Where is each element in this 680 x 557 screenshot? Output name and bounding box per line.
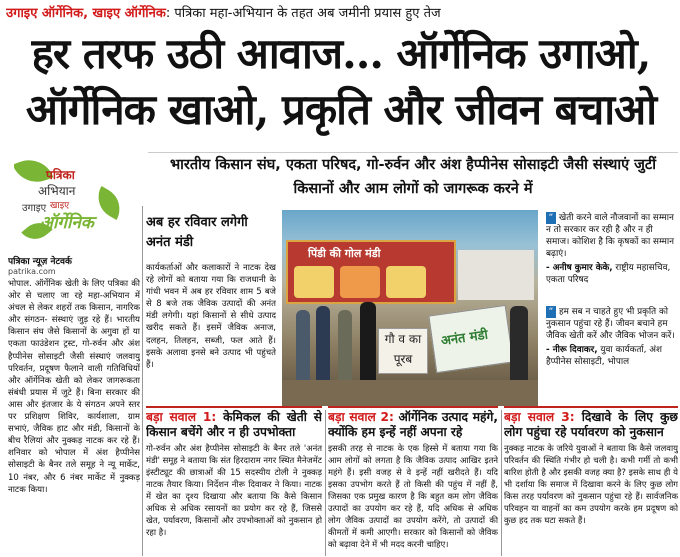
logo-text: पत्रिका bbox=[46, 168, 75, 182]
person bbox=[296, 310, 310, 380]
bq-title: ऑर्गेनिक उत्पाद महंगे, क्योंकि हम इन्हें नहीं अपना रहे bbox=[328, 410, 498, 439]
deck-subheadline: भारतीय किसान संघ, एकता परिषद, गो-रुर्वन और अंश हैप्पीनेस सोसाइटी जैसी संस्थाएं जुटीं किसानों और आम लोगों को जागरूक करने में bbox=[148, 152, 678, 202]
article-body-mid: कार्यकर्ताओं और कलाकारों ने नाटक देख रहे लोगों को बताया गया कि राजधानी के गांधी भवन में अब हर रविवार शाम 5 बजे से 8 बजे तक जैविक उत्पादों की अनंत मंडी लगेगी। यहां किसानों से सीधे उत्पाद खरीद सकते हैं। इसमें जैविक अनाज, दलहन, तिलहन, सब्जी, फल आते हैं। इसके अलावा इनसे बने उत्पाद भी पहुंचते हैं। bbox=[146, 263, 276, 370]
bq-title: दिखावे के लिए कुछ लोग पहुंचा रहे पर्यावरण को नुकसान bbox=[504, 410, 678, 439]
quote-text: हम सब न चाहते हुए भी प्रकृति को नुकसान पहुंचा रहे हैं। जीवन बचाने हम जैविक खेती करें और जैविक भोजन करें। bbox=[546, 307, 675, 341]
big-question-1 bbox=[146, 406, 322, 556]
campaign-banner bbox=[428, 305, 513, 373]
big-question-2 bbox=[328, 406, 498, 556]
logo-text: ऑर्गेनिक bbox=[40, 213, 94, 233]
big-question-3 bbox=[504, 406, 678, 556]
bq-label: बड़ा सवाल 3: bbox=[504, 410, 575, 424]
bq-text: गो-रुर्वन और अंश हैप्पीनेस सोसाइटी के बैनर तले 'अनंत मंडी' समूह ने बताया कि संत हिरदाराम नगर स्थित मैनेजमेंट इंस्टीट्यूट की छात्राओं की 15 सदस्यीय टोली ने नुक्कड़ नाटक तैयार किया। निर्देशन नीरू दिवाकर ने किया। नाटक में खेत का दृश्य दिखाया और बताया कि कैसे किसान अधिक से अधिक रसायनों का प्रयोग कर रहे हैं, जिससे खेत, पर्यावरण, किसानों और उपभोक्ताओं को नुकसान हो रहा है। bbox=[146, 443, 322, 537]
bq-label: बड़ा सवाल 2: bbox=[328, 410, 394, 424]
quote-icon: “ bbox=[546, 306, 556, 318]
bq-label: बड़ा सवाल 1: bbox=[146, 410, 217, 424]
news-photo bbox=[282, 210, 538, 406]
protest-placard: गौ व का पूरब bbox=[378, 328, 428, 374]
byline-block bbox=[8, 254, 140, 276]
bq-title: केमिकल की खेती से किसान बचेंगे और न ही उपभोक्ता bbox=[146, 410, 322, 439]
campaign-logo bbox=[14, 152, 132, 248]
site-url: patrika.com bbox=[8, 267, 56, 276]
bq-text: नुक्कड़ नाटक के जरिये युवाओं ने बताया कि कैसे जलवायु परिवर्तन की स्थिति गंभीर हो चली है। कभी गर्मी तो कभी बारिश होती है और इसकी वजह क्या है? इसके साथ ही ये भी दर्शाया कि समाज में दिखावा करने के लिए कुछ लोग किस तरह पर्यावरण को नुकसान पहुंचा रहे हैं। सार्वजनिक परिवहन या वाहनों का कम उपयोग करके हम प्रदूषण को कुछ हद तक घटा सकते हैं। bbox=[504, 443, 678, 525]
logo-text: उगाइए bbox=[22, 203, 47, 214]
person bbox=[360, 302, 376, 380]
leaf-icon bbox=[91, 186, 128, 220]
quote-name: - अनीष कुमार केके, bbox=[546, 263, 613, 273]
headline: हर तरफ उठी आवाज... ऑर्गेनिक उगाओ, ऑर्गेनिक खाओ, प्रकृति और जीवन बचाओ bbox=[25, 29, 657, 134]
banner-text: अनंत मंडी bbox=[440, 327, 489, 350]
logo-text: अभियान bbox=[38, 184, 76, 198]
person bbox=[338, 310, 352, 380]
shop-front bbox=[286, 240, 456, 304]
quote-text: खेती करने वाले नौजवानों का सम्मान न तो सरकार कर रही है और न ही समाज। कोशिश है कि कृषकों का सम्मान बढ़ाएं। bbox=[546, 213, 675, 259]
article-body-left: भोपाल. ऑर्गेनिक खेती के लिए पत्रिका की ओर से चलाए जा रहे महा-अभियान में अंचल से लेकर शहरों तक किसान, नागरिक और संगठन- संस्थाएं जुड़ रहे हैं। भारतीय किसान संघ जैसे किसानों के अगुवा हों या एकता फाउंडेशन ट्रस्ट, गो-रुर्वन और अंश हैप्पीनेस सोसाइटी जैसी संस्थाएं जलवायु परिवर्तन, प्रदूषण फैलाने वाली गतिविधियों और ऑर्गेनिक खेती को लेकर जागरूकता संबंधी प्रयास में जुटे हैं। बिना सरकार की आस और इंतजार के ये संगठन अपने स्तर पर प्रशिक्षण शिविर, कार्यशाला, ग्राम सभाएं, जैविक हाट और मंडी, किसानों के बीच रैलियां और नुक्कड़ नाटक कर रहे हैं। शनिवार को भोपाल में अंश हैप्पीनेस सोसाइटी के बैनर तले समूह ने न्यू मार्केट, 10 नंबर, और 6 नंबर मार्केट में नुक्कड़ नाटक किया। bbox=[8, 279, 140, 495]
byline: पत्रिका न्यूज़ नेटवर्क bbox=[8, 257, 72, 267]
quote-box-2 bbox=[546, 306, 678, 402]
quote-icon: “ bbox=[546, 212, 556, 224]
kicker-lead: उगाइए ऑर्गेनिक, खाइए ऑर्गेनिक bbox=[6, 6, 166, 21]
logo-text: खाइए bbox=[50, 201, 70, 211]
kicker-rest: : पत्रिका महा-अभियान के तहत अब जमीनी प्रयास हुए तेज bbox=[165, 6, 441, 21]
person bbox=[316, 306, 330, 380]
quote-name: - नीरू दिवाकर, bbox=[546, 345, 598, 355]
section-kicker bbox=[6, 4, 676, 24]
quote-role: राष्ट्रीय महासचिव, एकता परिषद bbox=[546, 263, 671, 285]
shop-sign: पिंडी की गोल मंडी bbox=[308, 247, 381, 260]
quote-box-1 bbox=[546, 212, 678, 304]
bq-text: इसकी तरह से नाटक के एक हिस्से में बताया गया कि आम लोगों को लगता है कि जैविक उत्पाद आखिर इतने महंगे हैं। इसी वजह से वे इन्हें नहीं खरीदते हैं। यदि इसका उपभोग करते हैं तो किसी की पहुंच में नहीं हैं, जिसका एक प्रमुख कारण है कि बहुत कम लोग जैविक उत्पादों का उपयोग कर रहे हैं, यदि अधिक से अधिक लोग जैविक उत्पादों का उपयोग करेंगे, तो उत्पादों की कीमतों में कमी आएगी। सरकार को किसानों को जैविक को बढ़ावा देने में भी मदद करनी चाहिए। bbox=[328, 443, 498, 549]
quote-role: युवा कार्यकर्ता, अंश हैप्पीनेस सोसाइटी, भोपाल bbox=[546, 345, 662, 367]
subhead-mandi: अब हर रविवार लगेगी अनंत मंडी bbox=[146, 215, 248, 250]
